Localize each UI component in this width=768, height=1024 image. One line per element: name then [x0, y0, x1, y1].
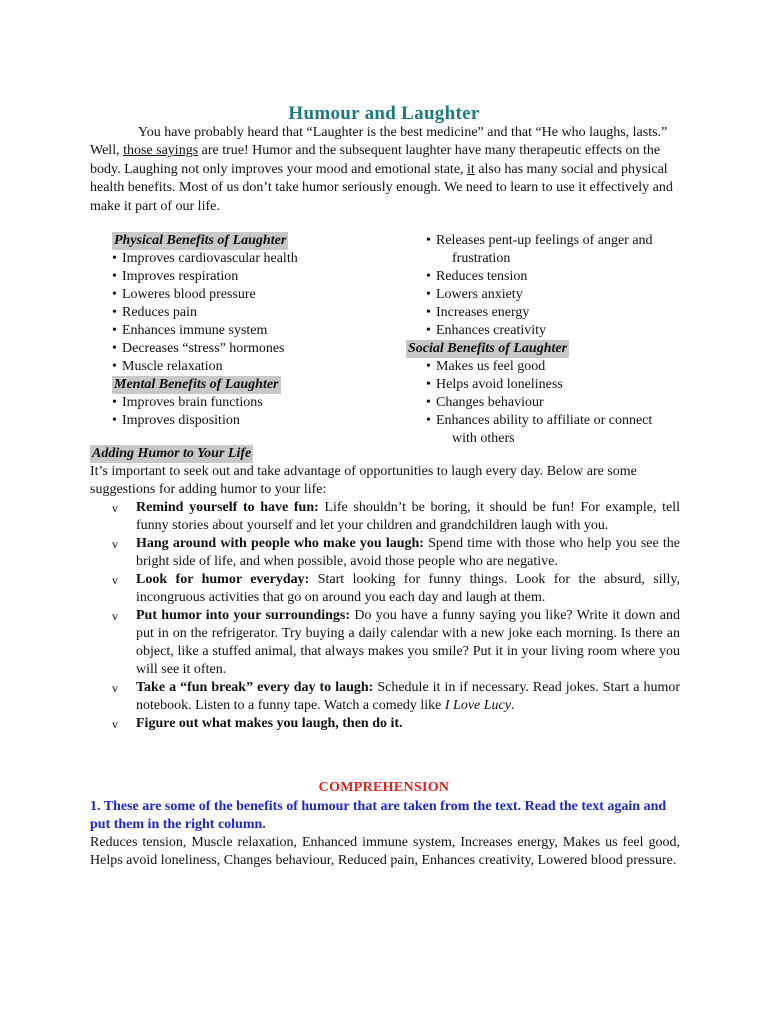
list-item: • Helps avoid loneliness [426, 377, 563, 392]
comprehension-question: 1. These are some of the benefits of humour that are taken from the text. Read the text again and put them in the right column. [90, 799, 667, 832]
bullet-icon: • [112, 269, 117, 284]
benefits-right-column [406, 232, 696, 448]
bullet-icon: • [112, 395, 117, 410]
v-bullet-icon: v [112, 501, 118, 515]
list-item: • Enhances immune system [112, 323, 268, 338]
bullet-icon: • [112, 251, 117, 266]
physical-benefits-list [112, 250, 402, 376]
physical-benefits-heading: Physical Benefits of Laughter [114, 233, 287, 248]
list-item: • Lowers anxiety [426, 287, 523, 302]
bullet-icon: • [426, 359, 431, 374]
list-item: • Improves respiration [112, 269, 239, 284]
list-item: • Decreases “stress” hormones [112, 341, 285, 356]
bullet-icon: • [426, 323, 431, 338]
list-item: v Put humor into your surroundings: Do you have a funny saying you like? Write it down and put in on the refrigerator. Try buying a daily calendar with a new joke each morning. Is there an object, like a stuffed animal, that always makes you smile? Put it in your living room where you will see it often. [112, 608, 680, 677]
list-item: • Makes us feel good [426, 359, 546, 374]
list-item: • Changes behaviour [426, 395, 544, 410]
bullet-icon: • [426, 413, 431, 428]
bullet-icon: • [112, 341, 117, 356]
list-item: • Increases energy [426, 305, 530, 320]
list-item: • Improves brain functions [112, 395, 263, 410]
intro-text-3: also has many social and physical health benefits. Most of us don’t take humor seriously enough. We need to learn to use it effectively and make it part of our life. [90, 161, 673, 214]
v-bullet-icon: v [112, 537, 118, 551]
adding-humor-intro: It’s important to seek out and take advantage of opportunities to laugh every day. Below are some suggestions for adding humor to your life: [90, 464, 637, 497]
list-item: • Loweres blood pressure [112, 287, 256, 302]
intro-underlined-1: those sayings [123, 143, 199, 159]
benefits-word-list: Reduces tension, Muscle relaxation, Enhanced immune system, Increases energy, Makes us feel good, Helps avoid loneliness, Changes behaviour, Reduced pain, Enhances creativity, Lowered blood pressure. [90, 835, 680, 868]
list-item: v Hang around with people who make you laugh: Spend time with those who help you see the bright side of life, and when possible, avoid those people who are negative. [112, 536, 680, 569]
social-benefits-heading: Social Benefits of Laughter [408, 341, 568, 356]
list-item: • Improves cardiovascular health [112, 251, 298, 266]
benefits-left-column [112, 232, 402, 430]
v-bullet-icon: v [112, 717, 118, 731]
list-item: • Releases pent-up feelings of anger and frustration [426, 233, 653, 266]
intro-text-2: are true! Humor and the subsequent laughter have many therapeutic effects on the body. Laughing not only improves your mood and emotional state, [90, 143, 661, 177]
adding-humor-heading: Adding Humor to Your Life [92, 446, 252, 461]
list-item: v Remind yourself to have fun: Life shouldn’t be boring, it should be fun! For example, tell funny stories about yourself and let your children and grandchildren laugh with you. [112, 500, 680, 533]
social-benefits-list [406, 358, 696, 448]
v-bullet-icon: v [112, 681, 118, 695]
bullet-icon: • [112, 305, 117, 320]
list-item: • Improves disposition [112, 413, 240, 428]
bullet-icon: • [112, 323, 117, 338]
list-item: • Reduces pain [112, 305, 198, 320]
list-item: • Muscle relaxation [112, 359, 223, 374]
intro-paragraph [90, 124, 678, 216]
comprehension-title: COMPREHENSION [318, 780, 450, 795]
adding-humor-section [90, 445, 680, 733]
comprehension-section [90, 798, 680, 870]
bullet-icon: • [112, 413, 117, 428]
bullet-icon: • [426, 395, 431, 410]
list-item: • Enhances ability to affiliate or connect with others [426, 413, 653, 446]
list-item: v Take a “fun break” every day to laugh: Schedule it in if necessary. Read jokes. Start a humor notebook. Listen to a funny tape. Watch a comedy like I Love Lucy. [112, 680, 680, 713]
list-item: v Figure out what makes you laugh, then do it. [112, 716, 403, 731]
bullet-icon: • [426, 287, 431, 302]
bullet-icon: • [112, 287, 117, 302]
bullet-icon: • [426, 269, 431, 284]
bullet-icon: • [112, 359, 117, 374]
emotional-benefits-list [406, 232, 696, 340]
bullet-icon: • [426, 233, 431, 248]
list-item: v Look for humor everyday: Start looking for funny things. Look for the absurd, silly, incongruous activities that go on around you each day and laugh at them. [112, 572, 680, 605]
mental-benefits-list [112, 394, 402, 430]
list-item: • Enhances creativity [426, 323, 547, 338]
bullet-icon: • [426, 377, 431, 392]
bullet-icon: • [426, 305, 431, 320]
suggestions-list [90, 499, 680, 733]
mental-benefits-heading: Mental Benefits of Laughter [114, 377, 279, 392]
v-bullet-icon: v [112, 573, 118, 587]
intro-text-1: You have probably heard that “Laughter is the best medicine” and that “He who laughs, lasts.” Well, [90, 125, 668, 159]
intro-underlined-2: it [467, 161, 475, 177]
list-item: • Reduces tension [426, 269, 528, 284]
v-bullet-icon: v [112, 609, 118, 623]
page-title: Humour and Laughter [288, 103, 480, 124]
